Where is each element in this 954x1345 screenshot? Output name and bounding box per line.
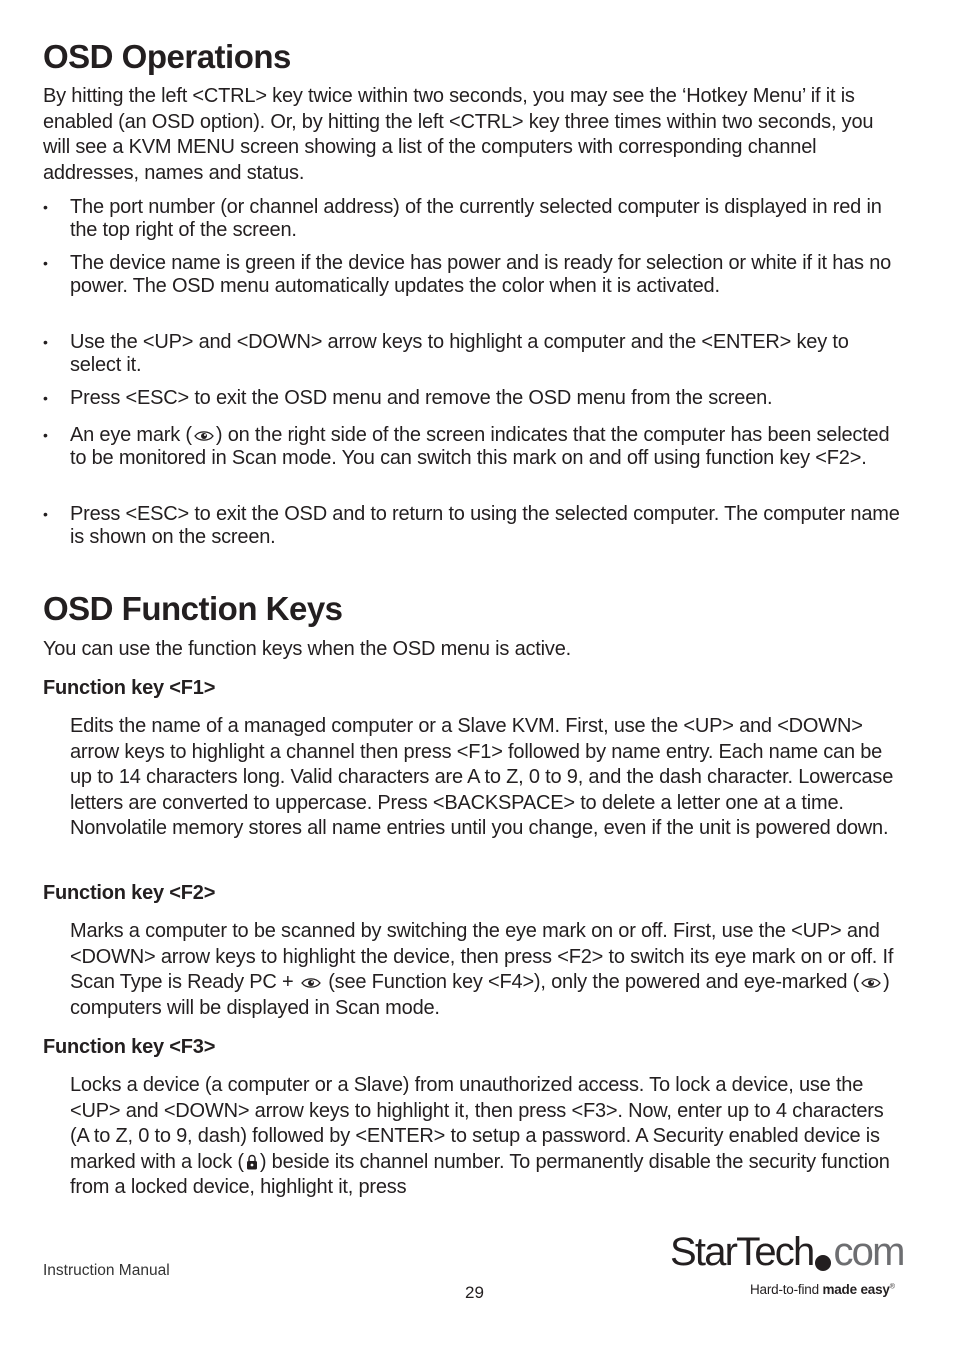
bullet-item: • The device name is green if the device has power and is ready for selection or white if it has no power. The OSD menu automatically updates the color when it is activated. [43,252,892,297]
page-number: 29 [465,1283,484,1302]
function-key-f2-body: Marks a computer to be scanned by switching the eye mark on or off. First, use the <UP> and <DOWN> arrow keys to highlight the device, then press <F2> to switch its eye mark on or off. If Scan Type is Ready PC + (see Function key <F4>), only the powered and eye-marked ( ) computers will be displayed in Scan mode. [70,920,894,1019]
function-key-f3-body: Locks a device (a computer or a Slave) from unauthorized access. To lock a device, use the <UP> and <DOWN> arrow keys to highlight it, then press <F3>. Now, enter up to 4 characters (A to Z, 0 to 9, dash) followed by <ENTER> to setup a password. A Security enabled device is marked with a lock ( ) beside its channel number. To permanently disable the security function from a locked device, highlight it, press [70,1074,890,1199]
function-key-f3-heading: Function key <F3> [43,1036,216,1058]
eye-mark-icon [861,977,881,989]
bullet-item: • An eye mark ( ) on the right side of the screen indicates that the computer has been selected to be monitored in Scan mode. You can switch this mark on and off using function key <F2>. [43,424,890,469]
eye-mark-icon [194,430,214,442]
logo-dot-icon [813,1231,833,1271]
function-key-f1-heading: Function key <F1> [43,677,216,699]
logo-com-text: com [833,1230,904,1274]
bullet-item: • Press <ESC> to exit the OSD and to return to using the selected computer. The computer name is shown on the screen. [43,503,900,548]
bullet-item: • Press <ESC> to exit the OSD menu and remove the OSD menu from the screen. [43,387,773,409]
section-title-osd-operations: OSD Operations [43,38,291,75]
function-keys-intro: You can use the function keys when the OSD menu is active. [43,638,571,660]
osd-operations-intro: By hitting the left <CTRL> key twice within two seconds, you may see the ‘Hotkey Menu’ if it is enabled (an OSD option). Or, by hitting the left <CTRL> key three times within two seconds, you will see a KVM MENU screen showing a list of the computers with corresponding channel addresses, names and status. [43,85,874,184]
logo-tagline: Hard-to-find made easy® [750,1282,895,1297]
logo-main-text: StarTech [670,1230,814,1274]
bullet-item: • Use the <UP> and <DOWN> arrow keys to highlight a computer and the <ENTER> key to select it. [43,331,849,376]
function-key-f1-body: Edits the name of a managed computer or a Slave KVM. First, use the <UP> and <DOWN> arrow keys to highlight a channel then press <F1> followed by name entry. Each name can be up to 14 characters long. Valid characters are A to Z, 0 to 9, and the dash character. Lowercase letters are converted to uppercase. Press <BACKSPACE> to delete a letter one at a time. Nonvolatile memory stores all name entries until you change, even if the unit is powered down. [70,715,894,840]
startech-logo [670,1230,915,1305]
bullet-item: • The port number (or channel address) of the currently selected computer is displayed in red in the top right of the screen. [43,196,882,241]
section-title-osd-function-keys: OSD Function Keys [43,590,343,627]
eye-mark-icon [301,977,321,989]
footer-manual-label: Instruction Manual [43,1262,170,1279]
lock-icon [246,1154,258,1170]
function-key-f2-heading: Function key <F2> [43,882,216,904]
